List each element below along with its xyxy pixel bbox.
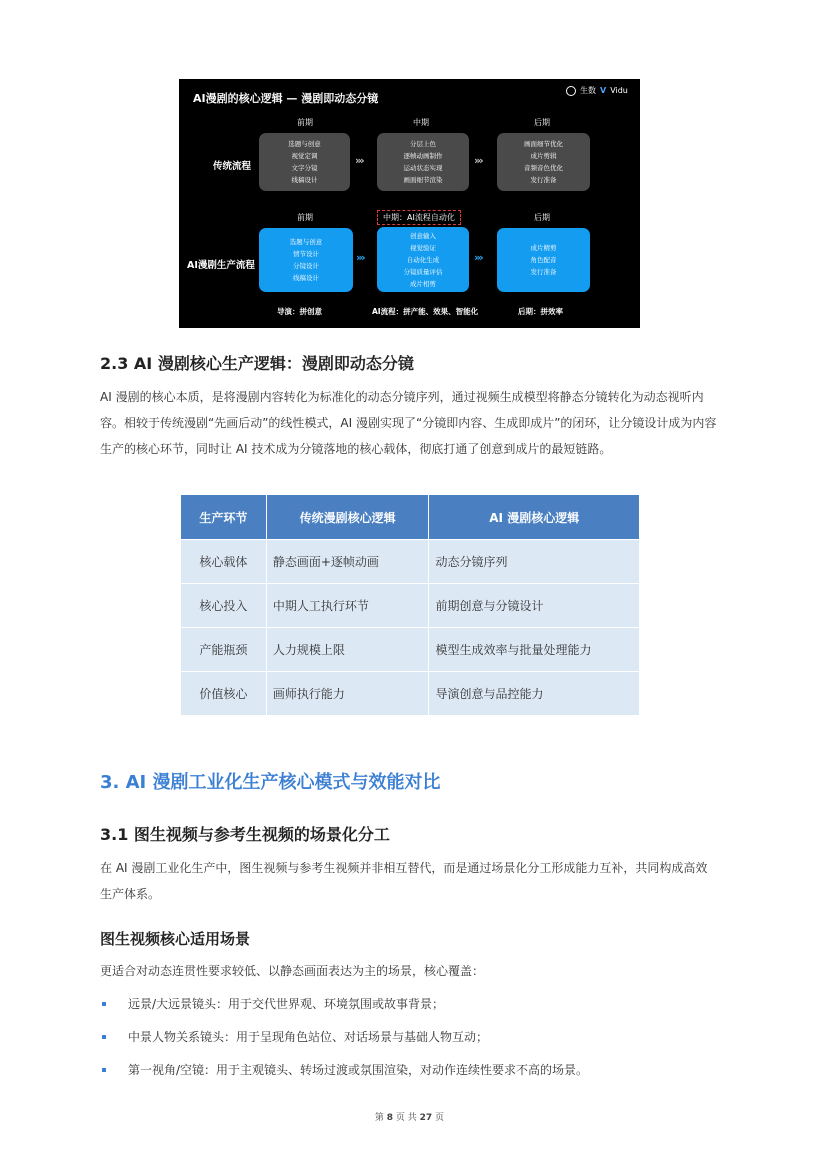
- table-row: [181, 584, 640, 628]
- page-number-footer: [0, 1110, 819, 1123]
- ai-arrow-1: ›››: [356, 251, 364, 264]
- ai-row-label: AI漫剧生产流程: [187, 260, 255, 271]
- trad-arrow-2: ›››: [474, 154, 482, 167]
- box-line: 分镜质量评估: [403, 267, 443, 276]
- box-line: 视觉验证: [410, 243, 436, 252]
- table-header-cell: 生产环节: [181, 495, 267, 540]
- section-3-1-paragraph: [100, 855, 740, 907]
- table-header-row: [181, 495, 640, 540]
- footer-suffix: 页: [432, 1113, 445, 1123]
- box-line: 分镜设计: [293, 262, 319, 270]
- box-line: 情节设计: [293, 250, 319, 258]
- paragraph-line: 容。相较于传统漫剧“先画后动”的线性模式，AI 漫剧实现了“分镜即内容、生成即成片”的闭环，让分镜设计成为内容: [100, 416, 717, 430]
- brand-left-text: 生数: [580, 86, 596, 95]
- diagram-title: AI漫剧的核心逻辑 — 漫剧即动态分镜: [193, 92, 379, 105]
- footer-prefix: 第: [374, 1113, 387, 1123]
- trad-phase-mid: 中期: [413, 118, 429, 127]
- ai-box-post: [497, 228, 590, 292]
- comparison-table: [180, 494, 640, 716]
- box-line: 文字分镜: [291, 164, 318, 172]
- subsection-intro: 更适合对动态连贯性要求较低、以静态画面表达为主的场景，核心覆盖：: [100, 964, 485, 978]
- box-line: 发行准备: [530, 268, 557, 276]
- bullet-icon: [102, 1068, 106, 1072]
- scenario-bullet-list: [100, 991, 588, 1090]
- box-line: 逐帧动画制作: [403, 152, 443, 160]
- trad-row-label: 传统流程: [213, 161, 252, 172]
- table-row: [181, 628, 640, 672]
- box-line: 线稿设计: [293, 274, 319, 282]
- table-cell: 动态分镜序列: [429, 540, 640, 584]
- ai-box-mid: [377, 227, 469, 292]
- paragraph-line: 生产体系。: [100, 887, 161, 901]
- table-header-cell: 传统漫剧核心逻辑: [266, 495, 429, 540]
- chapter-heading-3: 3. AI 漫剧工业化生产核心模式与效能对比: [100, 772, 441, 793]
- footer-page-number: 8: [386, 1113, 394, 1123]
- list-item: [100, 1024, 588, 1057]
- table-cell: 价值核心: [181, 672, 267, 716]
- box-line: 角色配音: [530, 256, 557, 264]
- ai-manju-core-logic-diagram: [179, 79, 640, 328]
- box-line: 线稿设计: [291, 176, 318, 184]
- trad-box-mid: [377, 133, 469, 191]
- section-2-3-paragraph: [100, 384, 740, 462]
- box-line: 成片精剪: [530, 244, 557, 252]
- box-line: 选题与创意: [288, 140, 321, 148]
- box-line: 音频音色优化: [524, 164, 563, 172]
- brand-right-text: Vidu: [610, 86, 628, 95]
- footer-mid: AI流程：拼产能、效果、智能化: [372, 307, 479, 316]
- section-heading-3-1: 3.1 图生视频与参考生视频的场景化分工: [100, 825, 390, 844]
- trad-box-pre: [259, 133, 350, 191]
- table-cell: 人力规模上限: [266, 628, 429, 672]
- table-header-cell: AI 漫剧核心逻辑: [429, 495, 640, 540]
- trad-box-post: [497, 133, 590, 191]
- box-line: 视觉定调: [291, 152, 318, 160]
- box-line: 自动化生成: [406, 255, 440, 264]
- box-line: 画面细节渲染: [403, 176, 443, 184]
- bullet-icon: [102, 1002, 106, 1006]
- table-cell: 导演创意与品控能力: [429, 672, 640, 716]
- trad-phase-post: 后期: [534, 118, 550, 127]
- list-item-text: 远景/大远景镜头：用于交代世界观、环境氛围或故事背景；: [128, 997, 445, 1011]
- footer-middle: 页 共: [393, 1113, 420, 1123]
- box-line: 成片剪辑: [530, 152, 557, 160]
- ai-arrow-2: ›››: [474, 251, 482, 264]
- box-line: 选题与创意: [289, 238, 323, 246]
- footer-pre: 导演：拼创意: [277, 307, 322, 316]
- box-line: 运动状态实现: [403, 164, 443, 172]
- table-cell: 模型生成效率与批量处理能力: [429, 628, 640, 672]
- box-line: 发行准备: [530, 176, 557, 184]
- footer-post: 后期：拼效率: [518, 307, 563, 316]
- paragraph-line: 生产的核心环节，同时让 AI 技术成为分镜落地的核心载体，彻底打通了创意到成片的最短链路。: [100, 442, 612, 456]
- ai-phase-post: 后期: [534, 213, 550, 222]
- table-row: [181, 540, 640, 584]
- table-cell: 中期人工执行环节: [266, 584, 429, 628]
- trad-phase-pre: 前期: [297, 118, 313, 127]
- box-line: 分层上色: [410, 140, 436, 148]
- vidu-logo-icon: V: [600, 86, 607, 95]
- ai-phase-mid: 中期：AI流程自动化: [377, 210, 461, 225]
- paragraph-line: 在 AI 漫剧工业化生产中，图生视频与参考生视频并非相互替代，而是通过场景化分工形成能力互补，共同构成高效: [100, 861, 708, 875]
- ai-box-pre: [259, 228, 353, 292]
- bullet-icon: [102, 1035, 106, 1039]
- table-cell: 静态画面+逐帧动画: [266, 540, 429, 584]
- shengshu-logo-icon: [566, 86, 576, 96]
- box-line: 画面细节优化: [524, 140, 563, 148]
- list-item-text: 中景人物关系镜头：用于呈现角色站位、对话场景与基础人物互动；: [128, 1030, 489, 1044]
- table-cell: 产能瓶颈: [181, 628, 267, 672]
- list-item: [100, 991, 588, 1024]
- list-item-text: 第一视角/空镜：用于主观镜头、转场过渡或氛围渲染，对动作连续性要求不高的场景。: [128, 1063, 589, 1077]
- paragraph-line: AI 漫剧的核心本质，是将漫剧内容转化为标准化的动态分镜序列，通过视频生成模型将静态分镜转化为动态视听内: [100, 390, 704, 404]
- table-cell: 核心载体: [181, 540, 267, 584]
- section-heading-2-3: 2.3 AI 漫剧核心生产逻辑：漫剧即动态分镜: [100, 354, 414, 373]
- list-item: [100, 1057, 588, 1090]
- table-cell: 前期创意与分镜设计: [429, 584, 640, 628]
- table-cell: 核心投入: [181, 584, 267, 628]
- box-line: 成片相剪: [410, 279, 436, 288]
- ai-phase-pre: 前期: [297, 213, 313, 222]
- table-row: [181, 672, 640, 716]
- footer-total-pages: 27: [419, 1113, 433, 1123]
- diagram-brand: [566, 85, 628, 96]
- trad-arrow-1: ›››: [355, 154, 363, 167]
- subsection-heading: 图生视频核心适用场景: [100, 930, 251, 948]
- box-line: 创意输入: [410, 231, 436, 240]
- table-cell: 画师执行能力: [266, 672, 429, 716]
